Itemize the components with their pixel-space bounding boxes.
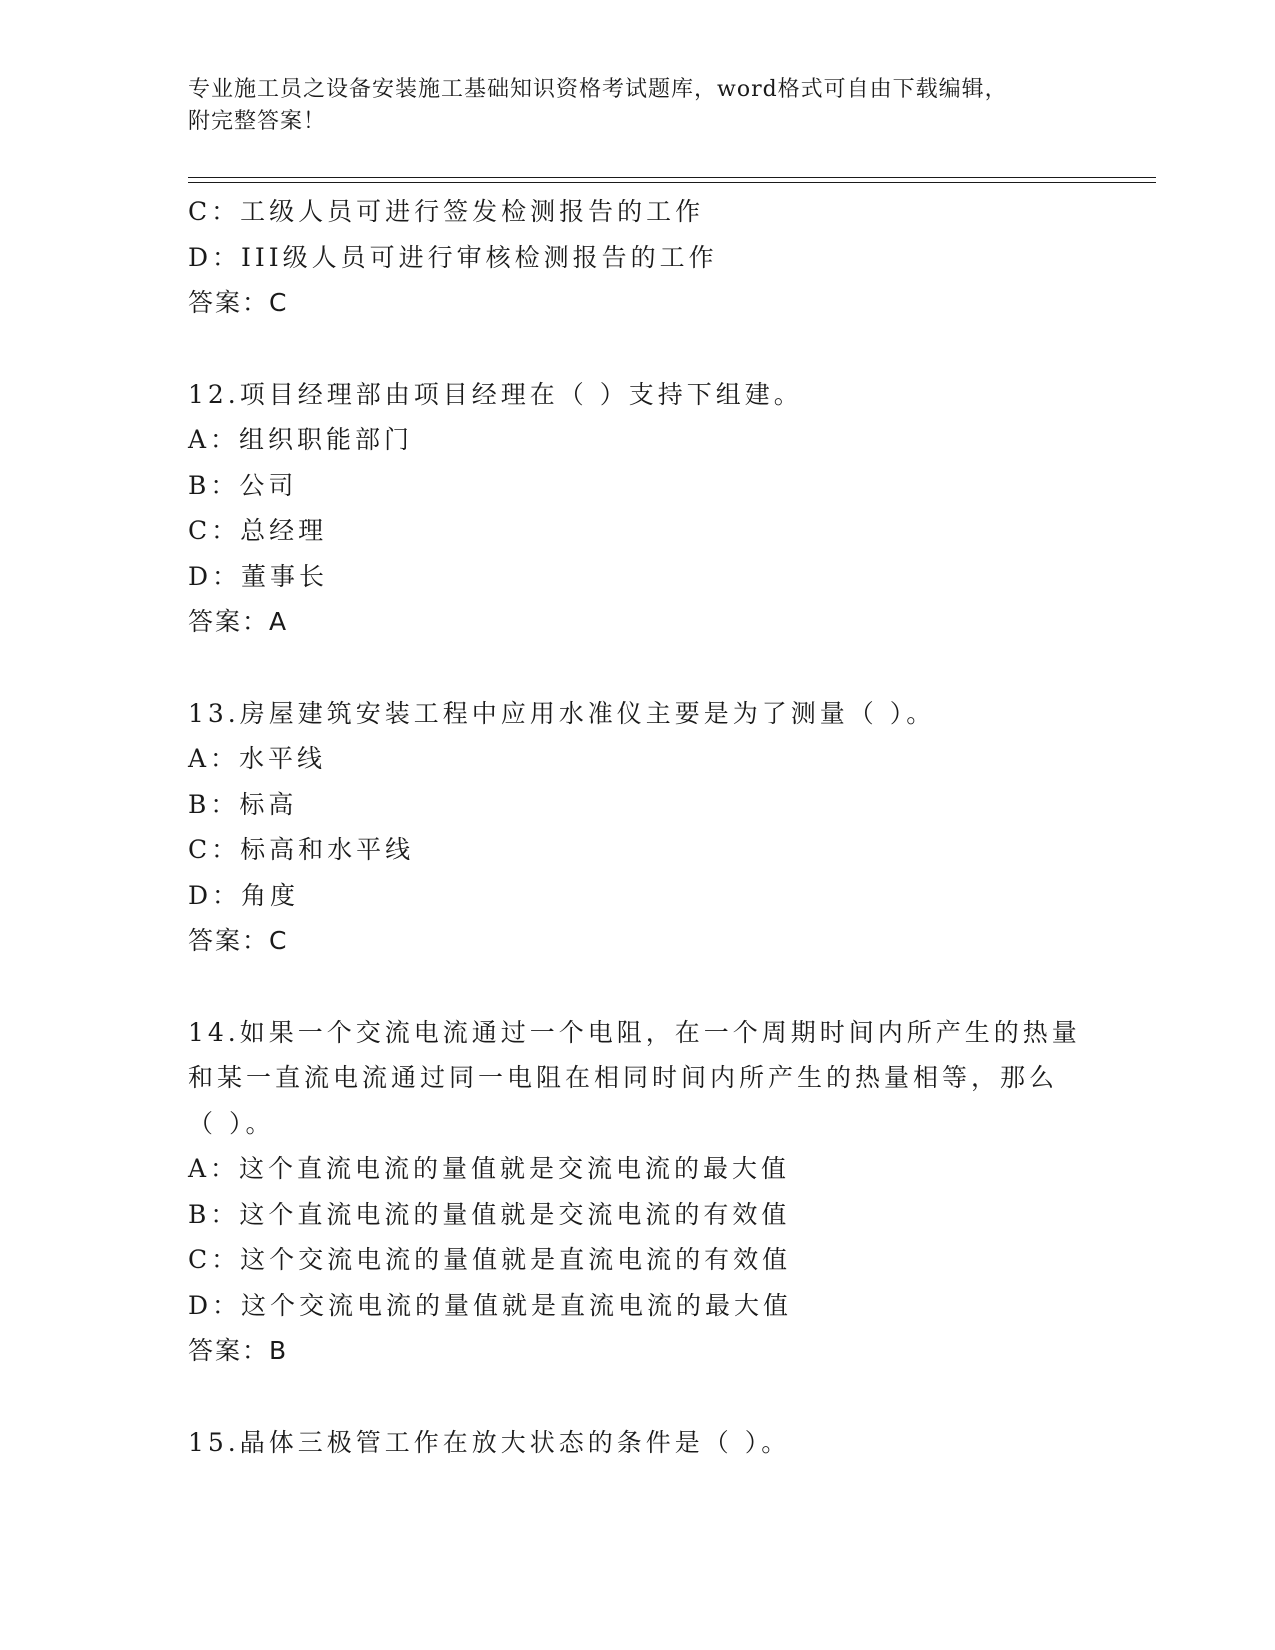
question-13-option-c: C：标高和水平线 [188, 835, 415, 864]
question-11-answer: 答案：C [188, 288, 289, 317]
question-14-answer: 答案：B [188, 1336, 289, 1365]
question-12-option-b: B：公司 [188, 470, 298, 500]
question-14-option-d: D：这个交流电流的量值就是直流电流的最大值 [188, 1290, 793, 1320]
question-14-option-c: C：这个交流电流的量值就是直流电流的有效值 [188, 1245, 792, 1274]
header-title-line-2: 附完整答案！ [188, 109, 327, 134]
document-header [188, 74, 1088, 138]
question-spacer [188, 326, 1088, 372]
question-12-option-a: A：组织职能部门 [188, 425, 414, 454]
question-list [188, 189, 1088, 1465]
question-spacer [188, 645, 1088, 691]
question-14-stem-line-1: 14.如果一个交流电流通过一个电阻，在一个周期时间内所产生的热量 [188, 1017, 1081, 1047]
question-12-option-c: C：总经理 [188, 516, 328, 545]
question-15 [188, 1420, 1088, 1466]
question-12 [188, 372, 1088, 645]
question-14-option-b: B：这个直流电流的量值就是交流电流的有效值 [188, 1199, 791, 1229]
question-spacer [188, 964, 1088, 1010]
question-11-option-c: C：工级人员可进行签发检测报告的工作 [188, 197, 705, 226]
header-divider-bottom [188, 182, 1156, 183]
question-14 [188, 1010, 1088, 1374]
question-13-stem: 13.房屋建筑安装工程中应用水准仪主要是为了测量（ ）。 [188, 698, 936, 728]
question-13-option-a: A：水平线 [188, 744, 327, 773]
question-13-answer: 答案：C [188, 926, 289, 955]
question-14-stem-line-2: 和某一直流电流通过同一电阻在相同时间内所产生的热量相等，那么 [188, 1063, 1059, 1092]
question-spacer [188, 1374, 1088, 1420]
question-15-stem: 15.晶体三极管工作在放大状态的条件是（ ）。 [188, 1427, 791, 1457]
question-12-stem: 12.项目经理部由项目经理在（ ）支持下组建。 [188, 379, 803, 409]
question-13 [188, 691, 1088, 964]
question-12-option-d: D：董事长 [188, 561, 329, 591]
question-13-option-d: D：角度 [188, 880, 300, 910]
header-divider-top [188, 177, 1156, 178]
question-11 [188, 189, 1088, 326]
question-13-option-b: B：标高 [188, 789, 298, 819]
question-14-option-a: A：这个直流电流的量值就是交流电流的最大值 [188, 1154, 791, 1183]
question-12-answer: 答案：A [188, 607, 289, 636]
question-14-stem-line-3: （ ）。 [188, 1108, 275, 1138]
header-title-line-1: 专业施工员之设备安装施工基础知识资格考试题库，word格式可自由下载编辑， [188, 77, 1008, 102]
question-11-option-d: D：III级人员可进行审核检测报告的工作 [188, 242, 718, 272]
